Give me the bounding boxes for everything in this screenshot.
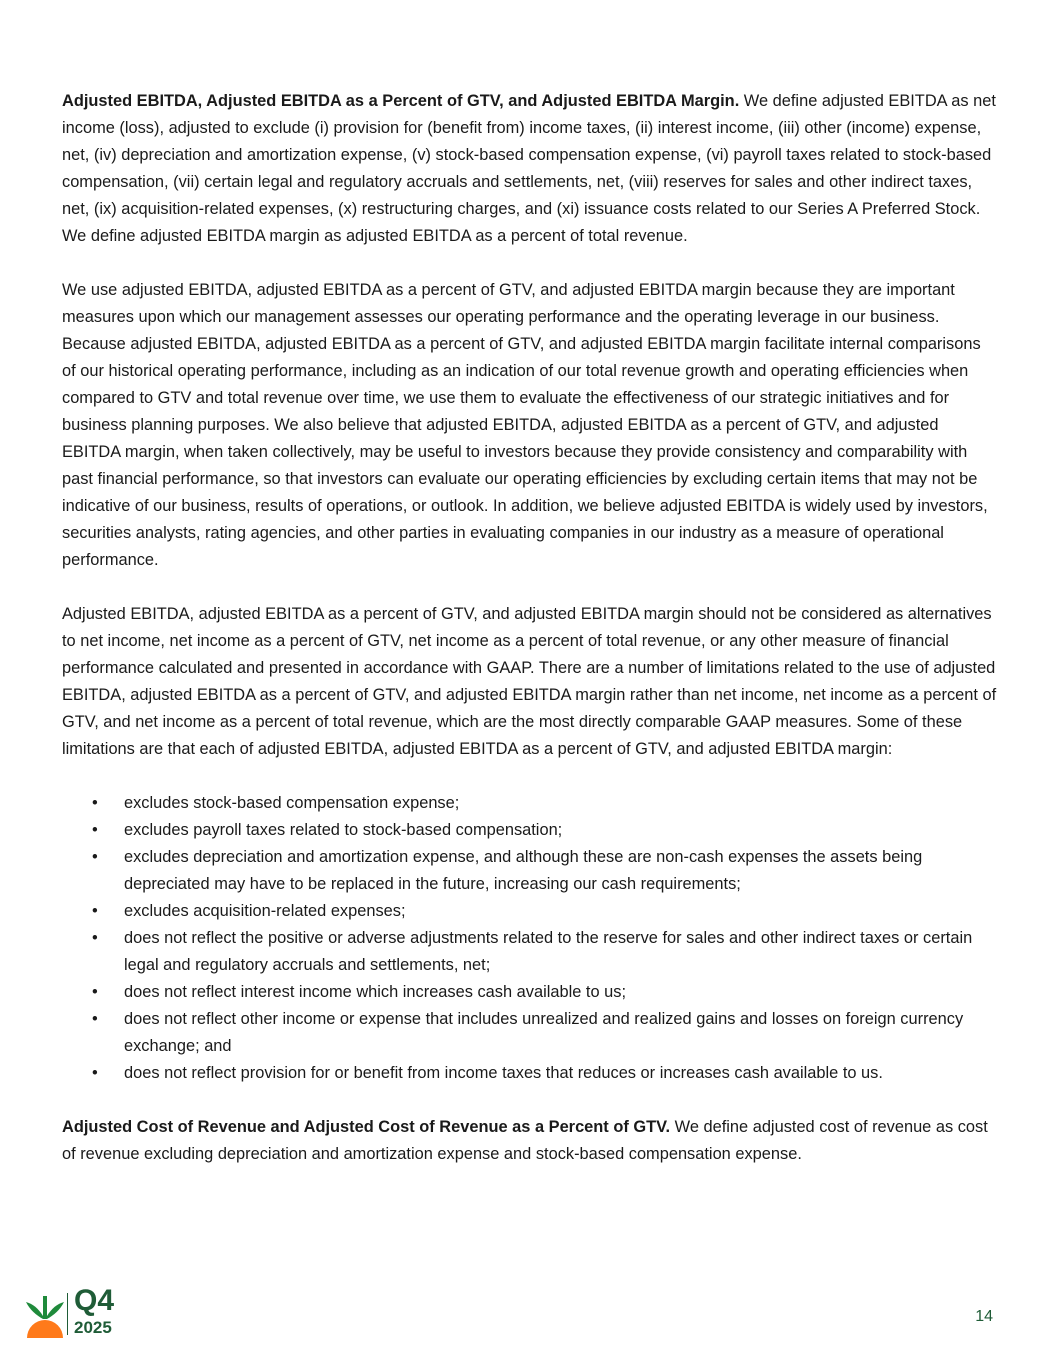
limitations-list: [62, 790, 997, 1087]
cost-of-revenue-text: We define adjusted cost of revenue as cost of revenue excluding depreciation and amortization expense and stock-based compensation expense.: [62, 1118, 988, 1163]
list-item: • does not reflect the positive or adverse adjustments related to the reserve for sales and other indirect taxes or certain legal and regulatory accruals and settlements, net;: [62, 925, 997, 979]
list-item: • excludes acquisition-related expenses;: [62, 898, 997, 925]
cost-of-revenue-paragraph: [62, 1114, 997, 1168]
ebitda-heading: Adjusted EBITDA, Adjusted EBITDA as a Percent of GTV, and Adjusted EBITDA Margin.: [62, 92, 740, 110]
list-item: • excludes stock-based compensation expense;: [62, 790, 997, 817]
list-item: • excludes payroll taxes related to stock-based compensation;: [62, 817, 997, 844]
list-item: • excludes depreciation and amortization expense, and although these are non-cash expenses the assets being depreciated may have to be replaced in the future, increasing our cash requirements;: [62, 844, 997, 898]
ebitda-usage-paragraph: We use adjusted EBITDA, adjusted EBITDA as a percent of GTV, and adjusted EBITDA margin because they are important measures upon which our management assesses our operating performance and the operating leverage in our business. Because adjusted EBITDA, adjusted EBITDA as a percent of GTV, and adjusted EBITDA margin facilitate internal comparisons of our historical operating performance, including as an indication of our total revenue growth and operating efficiencies when compared to GTV and total revenue over time, we use them to evaluate the effectiveness of our strategic initiatives and for business planning purposes. We also believe that adjusted EBITDA, adjusted EBITDA as a percent of GTV, and adjusted EBITDA margin, when taken collectively, may be useful to investors because they provide consistency and comparability with past financial performance, so that investors can evaluate our operating efficiencies by excluding certain items that may not be indicative of our business, results of operations, or outlook. In addition, we believe adjusted EBITDA is widely used by investors, securities analysts, rating agencies, and other parties in evaluating companies in our industry as a measure of operational performance.: [62, 281, 988, 569]
year-label: 2025: [74, 1318, 112, 1337]
list-item: • does not reflect provision for or benefit from income taxes that reduces or increases cash available to us.: [62, 1060, 997, 1087]
page-content: [62, 88, 997, 1195]
ebitda-definition-paragraph: [62, 88, 997, 250]
list-item: • does not reflect interest income which increases cash available to us;: [62, 979, 997, 1006]
page-number: 14: [975, 1308, 993, 1325]
ebitda-limitations-paragraph: Adjusted EBITDA, adjusted EBITDA as a percent of GTV, and adjusted EBITDA margin should not be considered as alternatives to net income, net income as a percent of GTV, net income as a percent of total revenue, or any other measure of financial performance calculated and presented in accordance with GAAP. There are a number of limitations related to the use of adjusted EBITDA, adjusted EBITDA as a percent of GTV, and adjusted EBITDA margin rather than net income, net income as a percent of GTV, and net income as a percent of total revenue, which are the most directly comparable GAAP measures. Some of these limitations are that each of adjusted EBITDA, adjusted EBITDA as a percent of GTV, and adjusted EBITDA margin:: [62, 605, 997, 758]
logo-divider: [67, 1293, 68, 1335]
quarter-label: Q4: [74, 1284, 115, 1317]
cost-of-revenue-heading: Adjusted Cost of Revenue and Adjusted Cost of Revenue as a Percent of GTV.: [62, 1118, 671, 1136]
list-item: • does not reflect other income or expense that includes unrealized and realized gains and losses on foreign currency exchange; and: [62, 1006, 997, 1060]
ebitda-definition-text: We define adjusted EBITDA as net income (loss), adjusted to exclude (i) provision for (benefit from) income taxes, (ii) interest income, (iii) other (income) expense, net, (iv) depreciation and amortization expense, (v) stock-based compensation expense, (vi) payroll taxes related to stock-based compensation, (vii) certain legal and regulatory accruals and settlements, net, (viii) reserves for sales and other indirect taxes, net, (ix) acquisition-related expenses, (x) restructuring charges, and (xi) issuance costs related to our Series A Preferred Stock. We define adjusted EBITDA margin as adjusted EBITDA as a percent of total revenue.: [62, 92, 996, 245]
